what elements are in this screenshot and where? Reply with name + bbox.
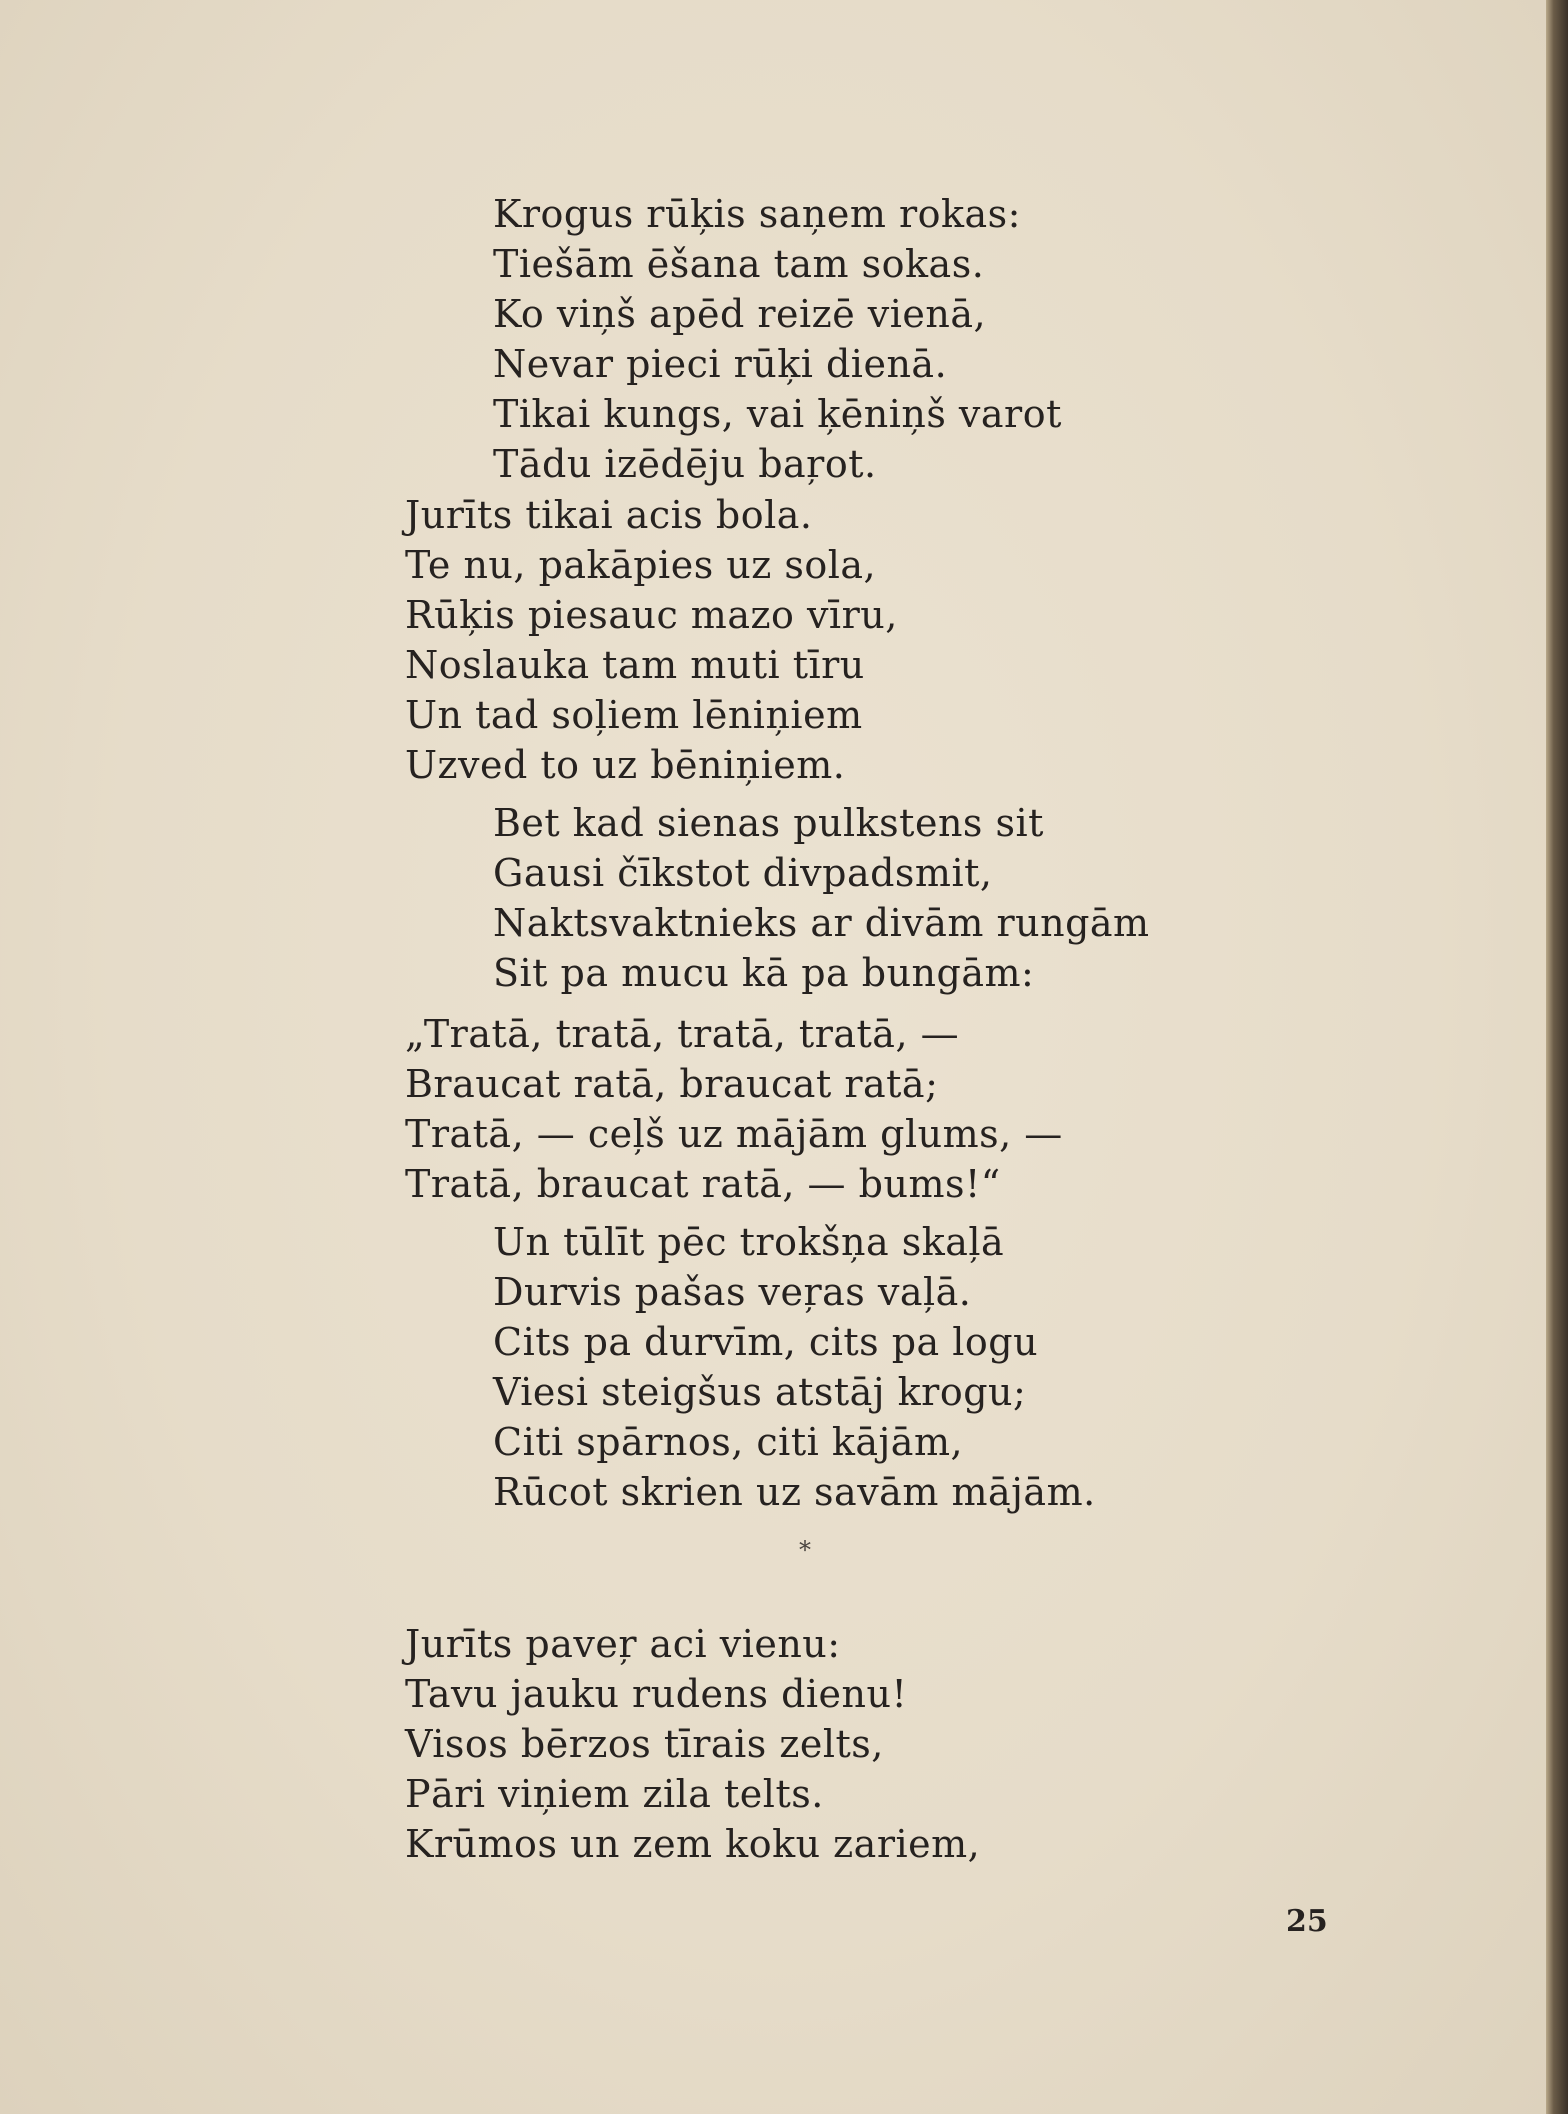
poem-line: Tratā, — ceļš uz mājām glums, —	[405, 1112, 1063, 1156]
poem-line: Viesi steigšus atstāj krogu;	[493, 1370, 1027, 1414]
section-separator: *	[799, 1536, 811, 1564]
poem-line: Nevar pieci rūķi dienā.	[493, 342, 948, 386]
poem-line: Tratā, braucat ratā, — bums!“	[405, 1162, 1001, 1206]
poem-line: Naktsvaktnieks ar divām rungām	[493, 901, 1150, 945]
poem-line: Uzved to uz bēniņiem.	[405, 743, 846, 787]
book-spine-edge	[1546, 0, 1568, 2114]
poem-line: Jurīts paveŗ aci vienu:	[405, 1622, 841, 1666]
poem-line: Rūķis piesauc mazo vīru,	[405, 593, 898, 637]
poem-line: Un tūlīt pēc trokšņa skaļā	[493, 1220, 1005, 1264]
poem-line: Braucat ratā, braucat ratā;	[405, 1062, 939, 1106]
poem-line: Noslauka tam muti tīru	[405, 643, 865, 687]
poem-line: Tavu jauku rudens dienu!	[405, 1672, 908, 1716]
page-number: 25	[1286, 1904, 1328, 1939]
poem-line: Bet kad sienas pulkstens sit	[493, 801, 1044, 845]
poem-line: Ko viņš apēd reizē vienā,	[493, 292, 987, 336]
poem-line: Cits pa durvīm, cits pa logu	[493, 1320, 1039, 1364]
poem-line: Sit pa mucu kā pa bungām:	[493, 951, 1035, 995]
poem-line: Pāri viņiem zila telts.	[405, 1772, 824, 1816]
poem-line: Rūcot skrien uz savām mājām.	[493, 1470, 1096, 1514]
poem-line: Krūmos un zem koku zariem,	[405, 1822, 981, 1866]
poem-line: Te nu, pakāpies uz sola,	[405, 543, 877, 587]
poem-line: Jurīts tikai acis bola.	[405, 493, 813, 537]
poem-line: Tādu izēdēju baŗot.	[493, 442, 877, 486]
poem-line: Tiešām ēšana tam sokas.	[493, 242, 985, 286]
poem-line: Tikai kungs, vai ķēniņš varot	[493, 392, 1062, 436]
poem-line: Visos bērzos tīrais zelts,	[405, 1722, 884, 1766]
poem-line: „Tratā, tratā, tratā, tratā, —	[405, 1012, 960, 1056]
poem-line: Durvis pašas veŗas vaļā.	[493, 1270, 972, 1314]
poem-line: Krogus rūķis saņem rokas:	[493, 192, 1021, 236]
poem-line: Un tad soļiem lēniņiem	[405, 693, 863, 737]
poem-line: Citi spārnos, citi kājām,	[493, 1420, 964, 1464]
poem-line: Gausi čīkstot divpadsmit,	[493, 851, 993, 895]
